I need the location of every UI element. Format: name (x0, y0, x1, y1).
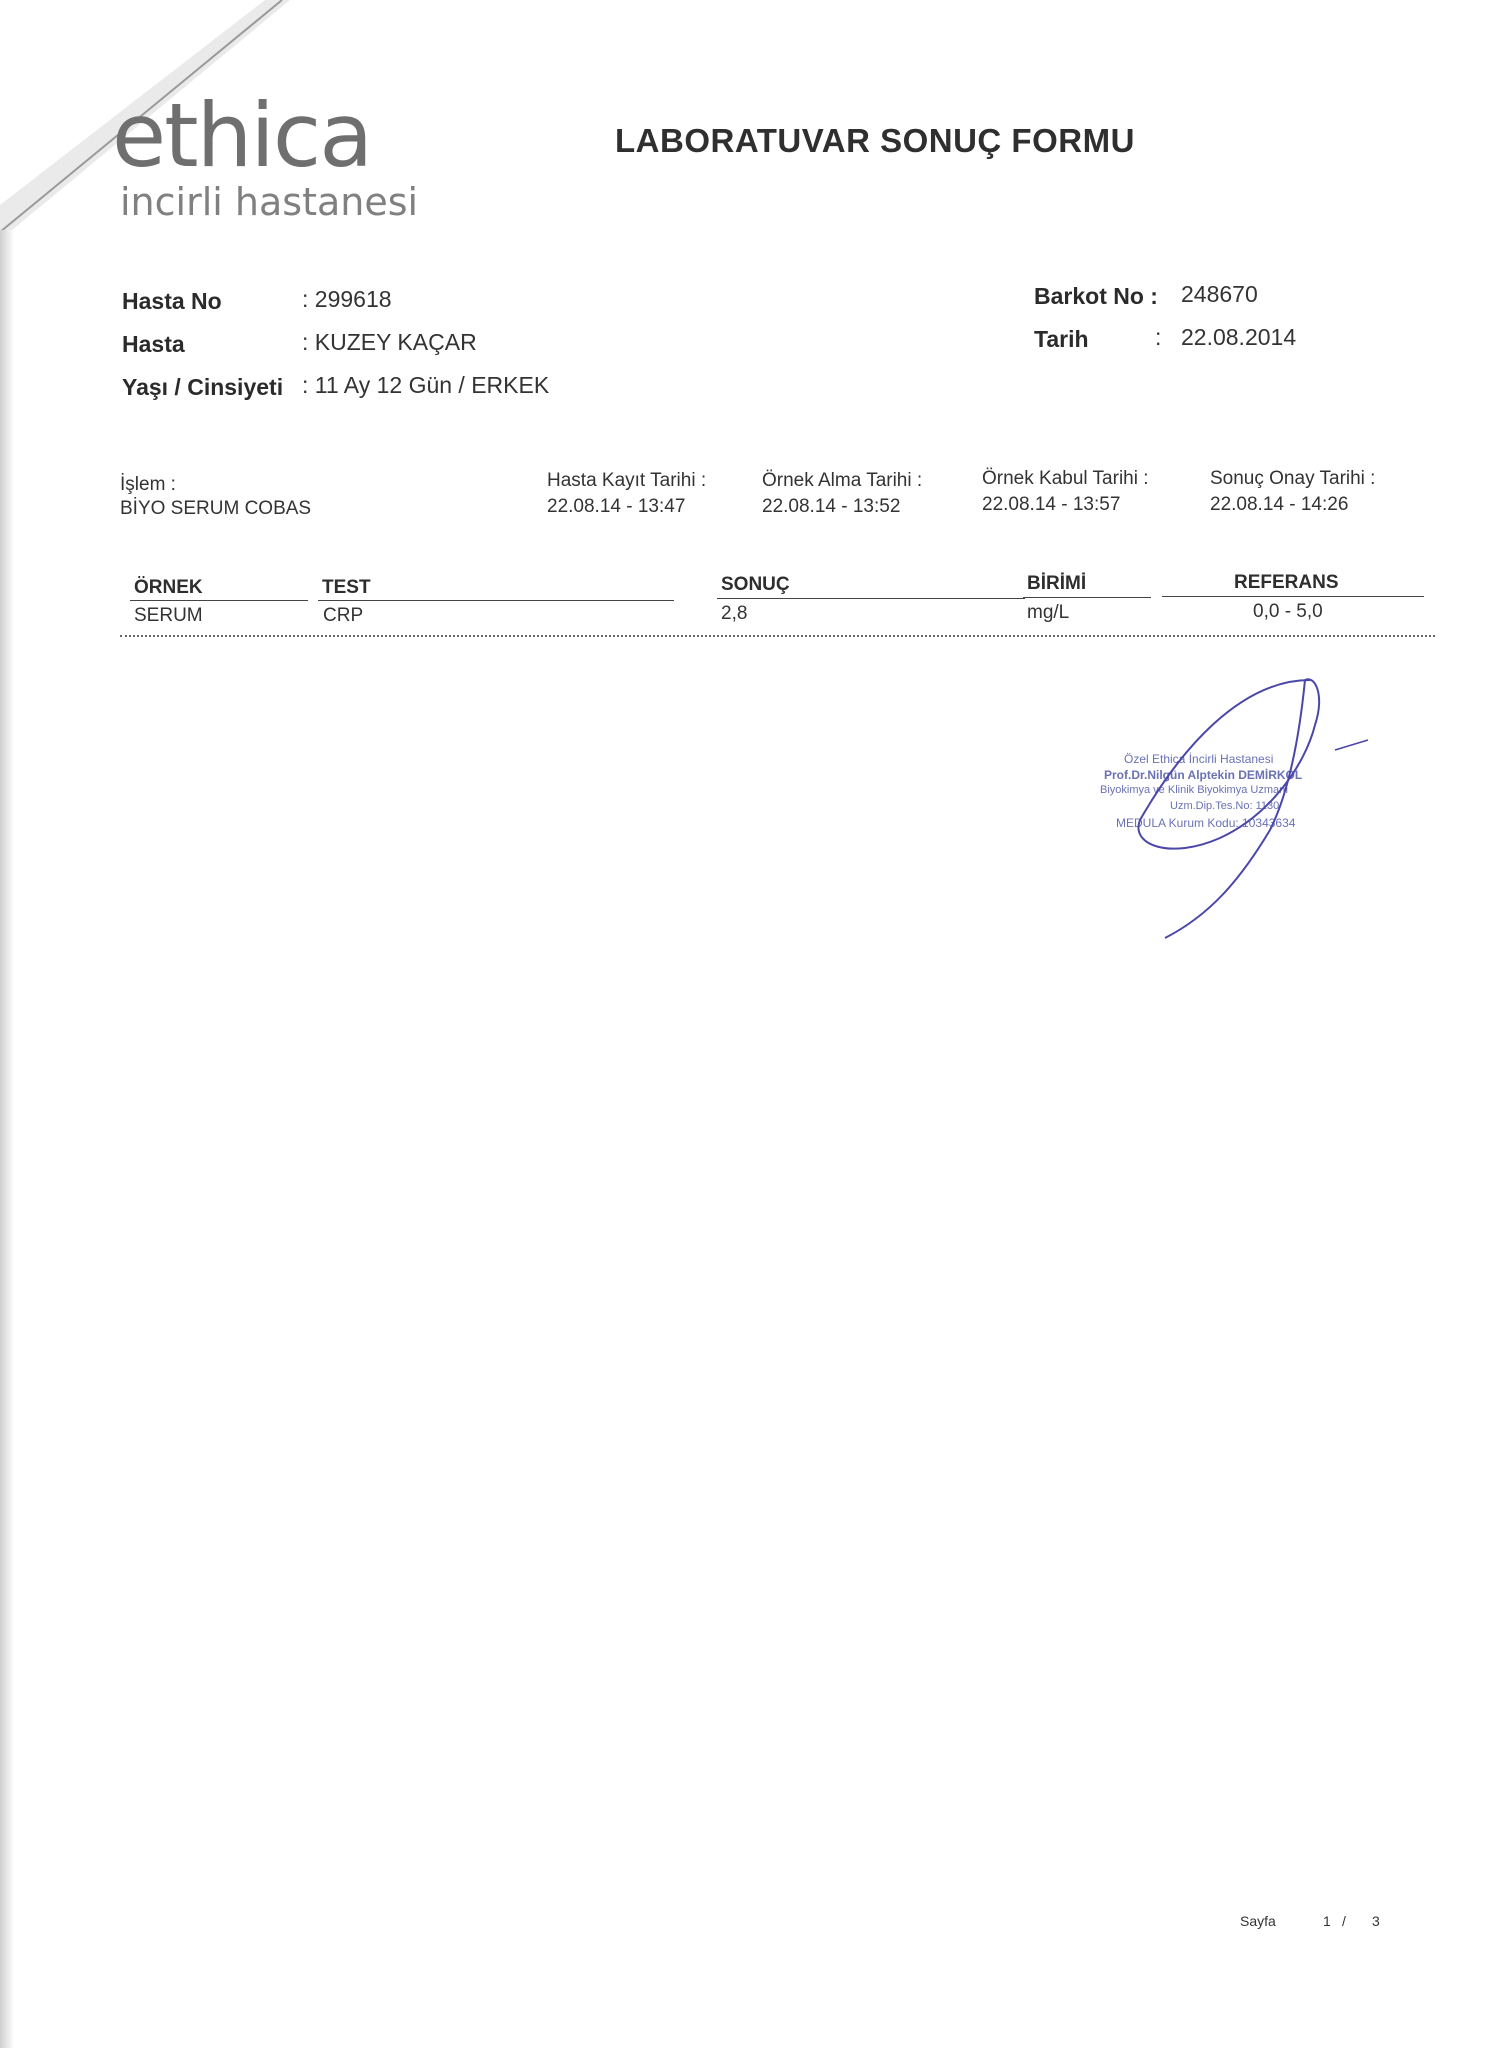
sample-taken-date-value: 22.08.14 - 13:52 (762, 496, 901, 517)
result-approval-date-label: Sonuç Onay Tarihi : (1210, 468, 1376, 489)
sample-accepted-date-value: 22.08.14 - 13:57 (982, 494, 1121, 515)
barcode-label: Barkot No : (1034, 283, 1158, 309)
register-date-value: 22.08.14 - 13:47 (547, 496, 686, 517)
header-underline-result (717, 598, 1025, 599)
column-header-test: TEST (322, 577, 371, 598)
page-label: Sayfa (1240, 1913, 1276, 1929)
stamp-line: Özel Ethica İncirli Hastanesi (1124, 752, 1274, 766)
page-total: 3 (1372, 1913, 1380, 1929)
cell-test: CRP (323, 605, 364, 626)
page-title: LABORATUVAR SONUÇ FORMU (615, 122, 1135, 159)
register-date-label: Hasta Kayıt Tarihi : (547, 470, 707, 491)
stamp-line: Biyokimya ve Klinik Biyokimya Uzmanı (1100, 784, 1289, 796)
sample-accepted-date-label: Örnek Kabul Tarihi : (982, 468, 1149, 489)
column-header-result: SONUÇ (721, 574, 790, 595)
patient-age-value: : 11 Ay 12 Gün / ERKEK (302, 372, 550, 398)
logo-subtitle: incirli hastanesi (120, 180, 419, 224)
stamp-line: Prof.Dr.Nilgün Alptekin DEMİRKOL (1104, 768, 1303, 782)
patient-no-label: Hasta No (122, 288, 222, 314)
left-edge-shadow (0, 230, 14, 2048)
cell-result: 2,8 (721, 603, 748, 624)
barcode-value: 248670 (1181, 281, 1258, 307)
page-current: 1 (1323, 1913, 1331, 1929)
table-bottom-separator (120, 635, 1435, 637)
header-underline-sample (130, 600, 308, 601)
cell-reference: 0,0 - 5,0 (1253, 601, 1323, 622)
logo-wordmark: ethica (112, 84, 372, 187)
process-label: İşlem : (120, 474, 176, 495)
header-underline-reference (1162, 596, 1424, 597)
cell-sample: SERUM (134, 605, 203, 626)
header-underline-test (318, 600, 674, 601)
stamp-line: Uzm.Dip.Tes.No: 1130 (1170, 800, 1280, 812)
column-header-unit: BİRİMİ (1027, 573, 1087, 594)
patient-name-value: : KUZEY KAÇAR (302, 329, 477, 355)
date-value: 22.08.2014 (1181, 324, 1297, 350)
date-colon: : (1155, 324, 1162, 350)
patient-age-label: Yaşı / Cinsiyeti (122, 374, 284, 400)
patient-no-value: : 299618 (302, 286, 392, 312)
signature (1110, 670, 1370, 950)
page-separator: / (1342, 1913, 1346, 1929)
result-approval-date-value: 22.08.14 - 14:26 (1210, 494, 1349, 515)
column-header-sample: ÖRNEK (134, 577, 203, 598)
cell-unit: mg/L (1027, 602, 1070, 623)
patient-name-label: Hasta (122, 331, 185, 357)
process-value: BİYO SERUM COBAS (120, 498, 312, 519)
date-label: Tarih (1034, 326, 1089, 352)
header-underline-unit (1023, 597, 1151, 598)
stamp-line: MEDULA Kurum Kodu: 10343634 (1116, 816, 1296, 830)
column-header-reference: REFERANS (1234, 572, 1339, 593)
sample-taken-date-label: Örnek Alma Tarihi : (762, 470, 923, 491)
